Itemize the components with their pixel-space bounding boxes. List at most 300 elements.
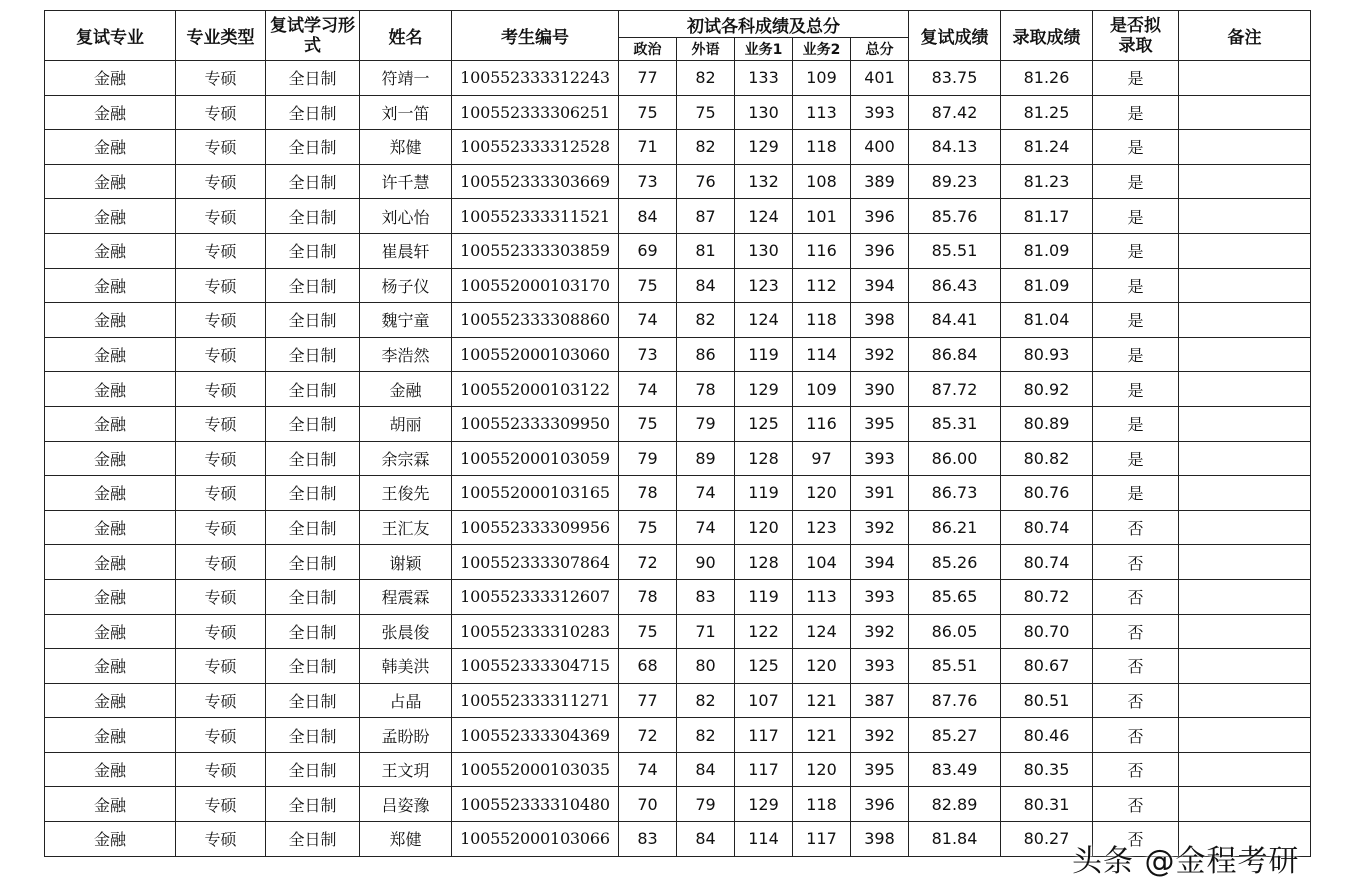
cell-remark (1179, 268, 1311, 303)
cell-politics: 77 (619, 683, 677, 718)
cell-mode: 全日制 (266, 787, 360, 822)
cell-admit-score: 81.17 (1001, 199, 1093, 234)
table-row (45, 752, 1311, 787)
cell-mode: 全日制 (266, 822, 360, 857)
cell-id: 100552333312243 (452, 61, 619, 96)
cell-subject1: 130 (735, 95, 793, 130)
cell-retest: 87.42 (909, 95, 1001, 130)
cell-major: 金融 (45, 406, 176, 441)
cell-admit: 否 (1093, 510, 1179, 545)
table-row (45, 268, 1311, 303)
table-row (45, 683, 1311, 718)
cell-name: 金融 (360, 372, 452, 407)
cell-id: 100552333309950 (452, 406, 619, 441)
cell-politics: 69 (619, 233, 677, 268)
cell-major: 金融 (45, 61, 176, 96)
cell-language: 78 (677, 372, 735, 407)
cell-type: 专硕 (176, 718, 266, 753)
header-mode-text: 复试学习形式 (270, 15, 355, 56)
cell-id: 100552333312528 (452, 130, 619, 165)
cell-subject2: 113 (793, 95, 851, 130)
cell-major: 金融 (45, 268, 176, 303)
table-row (45, 441, 1311, 476)
cell-retest: 86.21 (909, 510, 1001, 545)
cell-subject1: 124 (735, 199, 793, 234)
cell-mode: 全日制 (266, 233, 360, 268)
header-id: 考生编号 (452, 11, 619, 61)
cell-language: 76 (677, 164, 735, 199)
cell-major: 金融 (45, 614, 176, 649)
cell-politics: 75 (619, 406, 677, 441)
cell-admit: 是 (1093, 233, 1179, 268)
cell-mode: 全日制 (266, 130, 360, 165)
cell-subject1: 124 (735, 303, 793, 338)
cell-type: 专硕 (176, 372, 266, 407)
cell-retest: 86.84 (909, 337, 1001, 372)
cell-mode: 全日制 (266, 649, 360, 684)
cell-admit: 否 (1093, 545, 1179, 580)
cell-name: 张晨俊 (360, 614, 452, 649)
cell-subject1: 114 (735, 822, 793, 857)
cell-mode: 全日制 (266, 337, 360, 372)
cell-remark (1179, 61, 1311, 96)
cell-language: 81 (677, 233, 735, 268)
cell-major: 金融 (45, 752, 176, 787)
cell-politics: 83 (619, 822, 677, 857)
cell-id: 100552333311271 (452, 683, 619, 718)
cell-language: 79 (677, 787, 735, 822)
cell-remark (1179, 510, 1311, 545)
cell-major: 金融 (45, 164, 176, 199)
cell-politics: 77 (619, 61, 677, 96)
cell-remark (1179, 233, 1311, 268)
table-row (45, 718, 1311, 753)
cell-admit: 是 (1093, 406, 1179, 441)
cell-subject1: 128 (735, 545, 793, 580)
cell-type: 专硕 (176, 683, 266, 718)
cell-name: 孟盼盼 (360, 718, 452, 753)
cell-id: 100552333309956 (452, 510, 619, 545)
cell-name: 王汇友 (360, 510, 452, 545)
cell-id: 100552333308860 (452, 303, 619, 338)
cell-name: 王俊先 (360, 476, 452, 511)
header-remark: 备注 (1179, 11, 1311, 61)
cell-politics: 72 (619, 545, 677, 580)
cell-politics: 84 (619, 199, 677, 234)
cell-name: 谢颖 (360, 545, 452, 580)
cell-mode: 全日制 (266, 303, 360, 338)
cell-id: 100552333312607 (452, 579, 619, 614)
cell-id: 100552000103170 (452, 268, 619, 303)
cell-subject1: 132 (735, 164, 793, 199)
cell-id: 100552000103060 (452, 337, 619, 372)
cell-admit-score: 80.51 (1001, 683, 1093, 718)
cell-remark (1179, 95, 1311, 130)
cell-type: 专硕 (176, 614, 266, 649)
cell-type: 专硕 (176, 337, 266, 372)
cell-subject2: 117 (793, 822, 851, 857)
cell-id: 100552333304369 (452, 718, 619, 753)
cell-language: 82 (677, 683, 735, 718)
cell-mode: 全日制 (266, 476, 360, 511)
cell-total: 393 (851, 95, 909, 130)
cell-type: 专硕 (176, 822, 266, 857)
cell-mode: 全日制 (266, 683, 360, 718)
header-subject2: 业务2 (793, 38, 851, 61)
cell-major: 金融 (45, 822, 176, 857)
cell-subject1: 119 (735, 476, 793, 511)
cell-subject1: 122 (735, 614, 793, 649)
cell-total: 396 (851, 787, 909, 822)
cell-language: 82 (677, 718, 735, 753)
cell-mode: 全日制 (266, 61, 360, 96)
table-row (45, 510, 1311, 545)
cell-name: 杨子仪 (360, 268, 452, 303)
cell-admit-score: 81.26 (1001, 61, 1093, 96)
cell-total: 391 (851, 476, 909, 511)
cell-major: 金融 (45, 787, 176, 822)
cell-subject2: 112 (793, 268, 851, 303)
cell-admit-score: 80.27 (1001, 822, 1093, 857)
cell-language: 82 (677, 303, 735, 338)
cell-type: 专硕 (176, 95, 266, 130)
cell-mode: 全日制 (266, 579, 360, 614)
cell-subject1: 123 (735, 268, 793, 303)
cell-mode: 全日制 (266, 718, 360, 753)
cell-id: 100552333310283 (452, 614, 619, 649)
header-admit-flag-text: 是否拟录取 (1110, 15, 1162, 56)
cell-subject2: 120 (793, 476, 851, 511)
cell-retest: 85.51 (909, 233, 1001, 268)
cell-admit-score: 81.24 (1001, 130, 1093, 165)
cell-id: 100552333310480 (452, 787, 619, 822)
cell-politics: 78 (619, 476, 677, 511)
cell-admit: 是 (1093, 372, 1179, 407)
cell-retest: 87.72 (909, 372, 1001, 407)
cell-type: 专硕 (176, 164, 266, 199)
cell-mode: 全日制 (266, 268, 360, 303)
table-row (45, 199, 1311, 234)
cell-name: 郑健 (360, 822, 452, 857)
cell-admit: 是 (1093, 95, 1179, 130)
cell-subject1: 125 (735, 406, 793, 441)
header-subject1: 业务1 (735, 38, 793, 61)
cell-type: 专硕 (176, 476, 266, 511)
admission-score-table (44, 10, 1311, 857)
cell-subject1: 125 (735, 649, 793, 684)
table-row (45, 337, 1311, 372)
cell-language: 83 (677, 579, 735, 614)
cell-id: 100552000103165 (452, 476, 619, 511)
cell-type: 专硕 (176, 441, 266, 476)
cell-admit-score: 80.93 (1001, 337, 1093, 372)
cell-language: 86 (677, 337, 735, 372)
cell-admit: 是 (1093, 441, 1179, 476)
table-row (45, 164, 1311, 199)
cell-subject2: 123 (793, 510, 851, 545)
cell-type: 专硕 (176, 303, 266, 338)
cell-id: 100552000103066 (452, 822, 619, 857)
cell-id: 100552000103122 (452, 372, 619, 407)
cell-total: 398 (851, 303, 909, 338)
cell-major: 金融 (45, 545, 176, 580)
cell-language: 84 (677, 822, 735, 857)
cell-subject2: 118 (793, 303, 851, 338)
cell-retest: 89.23 (909, 164, 1001, 199)
cell-subject1: 129 (735, 787, 793, 822)
table-row (45, 233, 1311, 268)
cell-admit-score: 80.76 (1001, 476, 1093, 511)
cell-major: 金融 (45, 303, 176, 338)
cell-admit-score: 81.23 (1001, 164, 1093, 199)
cell-mode: 全日制 (266, 199, 360, 234)
cell-total: 393 (851, 579, 909, 614)
cell-politics: 75 (619, 268, 677, 303)
cell-subject1: 129 (735, 130, 793, 165)
cell-admit: 是 (1093, 268, 1179, 303)
cell-admit-score: 80.70 (1001, 614, 1093, 649)
cell-id: 100552333311521 (452, 199, 619, 234)
cell-politics: 75 (619, 95, 677, 130)
cell-type: 专硕 (176, 406, 266, 441)
cell-major: 金融 (45, 510, 176, 545)
cell-name: 符靖一 (360, 61, 452, 96)
cell-subject2: 116 (793, 406, 851, 441)
cell-total: 392 (851, 510, 909, 545)
cell-subject1: 130 (735, 233, 793, 268)
cell-politics: 73 (619, 164, 677, 199)
cell-admit: 是 (1093, 130, 1179, 165)
cell-subject1: 119 (735, 337, 793, 372)
cell-admit-score: 80.74 (1001, 510, 1093, 545)
cell-admit: 否 (1093, 787, 1179, 822)
header-mode (266, 11, 360, 61)
cell-politics: 68 (619, 649, 677, 684)
cell-language: 71 (677, 614, 735, 649)
cell-remark (1179, 787, 1311, 822)
cell-language: 79 (677, 406, 735, 441)
cell-name: 占晶 (360, 683, 452, 718)
cell-language: 90 (677, 545, 735, 580)
cell-type: 专硕 (176, 61, 266, 96)
cell-name: 魏宁童 (360, 303, 452, 338)
cell-admit-score: 80.35 (1001, 752, 1093, 787)
cell-subject2: 118 (793, 787, 851, 822)
cell-total: 396 (851, 233, 909, 268)
cell-major: 金融 (45, 649, 176, 684)
cell-admit: 否 (1093, 822, 1179, 857)
cell-type: 专硕 (176, 268, 266, 303)
cell-type: 专硕 (176, 130, 266, 165)
cell-mode: 全日制 (266, 164, 360, 199)
cell-admit: 是 (1093, 199, 1179, 234)
cell-name: 吕姿豫 (360, 787, 452, 822)
watermark: 头条 @金程考研 (1072, 844, 1300, 879)
cell-retest: 85.76 (909, 199, 1001, 234)
cell-remark (1179, 441, 1311, 476)
cell-remark (1179, 614, 1311, 649)
header-admit-score: 录取成绩 (1001, 11, 1093, 61)
cell-id: 100552333304715 (452, 649, 619, 684)
cell-politics: 73 (619, 337, 677, 372)
cell-mode: 全日制 (266, 545, 360, 580)
cell-subject2: 121 (793, 683, 851, 718)
cell-admit: 是 (1093, 61, 1179, 96)
cell-admit: 否 (1093, 649, 1179, 684)
cell-subject2: 120 (793, 752, 851, 787)
cell-total: 393 (851, 649, 909, 684)
cell-id: 100552333307864 (452, 545, 619, 580)
cell-type: 专硕 (176, 510, 266, 545)
cell-mode: 全日制 (266, 441, 360, 476)
cell-subject2: 109 (793, 372, 851, 407)
cell-total: 392 (851, 718, 909, 753)
table-row (45, 95, 1311, 130)
header-retest: 复试成绩 (909, 11, 1001, 61)
cell-major: 金融 (45, 441, 176, 476)
cell-id: 100552000103035 (452, 752, 619, 787)
cell-major: 金融 (45, 199, 176, 234)
cell-subject1: 129 (735, 372, 793, 407)
cell-admit-score: 81.09 (1001, 233, 1093, 268)
cell-mode: 全日制 (266, 752, 360, 787)
cell-admit-score: 80.74 (1001, 545, 1093, 580)
cell-remark (1179, 303, 1311, 338)
cell-subject2: 97 (793, 441, 851, 476)
cell-retest: 84.41 (909, 303, 1001, 338)
cell-language: 74 (677, 510, 735, 545)
cell-politics: 72 (619, 718, 677, 753)
cell-name: 许千慧 (360, 164, 452, 199)
cell-admit-score: 80.31 (1001, 787, 1093, 822)
cell-retest: 83.49 (909, 752, 1001, 787)
cell-politics: 74 (619, 372, 677, 407)
cell-retest: 85.31 (909, 406, 1001, 441)
cell-politics: 75 (619, 510, 677, 545)
header-name: 姓名 (360, 11, 452, 61)
cell-mode: 全日制 (266, 614, 360, 649)
table-row (45, 372, 1311, 407)
cell-id: 100552333306251 (452, 95, 619, 130)
table-row (45, 130, 1311, 165)
cell-subject2: 118 (793, 130, 851, 165)
cell-total: 394 (851, 268, 909, 303)
cell-admit-score: 81.09 (1001, 268, 1093, 303)
cell-language: 89 (677, 441, 735, 476)
cell-subject2: 121 (793, 718, 851, 753)
cell-mode: 全日制 (266, 95, 360, 130)
cell-name: 胡丽 (360, 406, 452, 441)
cell-remark (1179, 718, 1311, 753)
cell-politics: 71 (619, 130, 677, 165)
table-row (45, 406, 1311, 441)
table-row (45, 649, 1311, 684)
cell-remark (1179, 372, 1311, 407)
cell-major: 金融 (45, 233, 176, 268)
header-admit-flag (1093, 11, 1179, 61)
cell-language: 84 (677, 268, 735, 303)
cell-retest: 83.75 (909, 61, 1001, 96)
cell-politics: 79 (619, 441, 677, 476)
cell-admit: 否 (1093, 752, 1179, 787)
cell-major: 金融 (45, 476, 176, 511)
table-row (45, 61, 1311, 96)
cell-politics: 74 (619, 752, 677, 787)
cell-total: 400 (851, 130, 909, 165)
table-row (45, 476, 1311, 511)
cell-type: 专硕 (176, 545, 266, 580)
cell-name: 王文玥 (360, 752, 452, 787)
cell-total: 398 (851, 822, 909, 857)
cell-admit-score: 80.89 (1001, 406, 1093, 441)
cell-subject2: 113 (793, 579, 851, 614)
cell-id: 100552000103059 (452, 441, 619, 476)
cell-total: 395 (851, 406, 909, 441)
cell-politics: 70 (619, 787, 677, 822)
cell-total: 392 (851, 614, 909, 649)
cell-mode: 全日制 (266, 510, 360, 545)
cell-total: 401 (851, 61, 909, 96)
cell-admit-score: 80.72 (1001, 579, 1093, 614)
cell-name: 刘一笛 (360, 95, 452, 130)
cell-subject2: 104 (793, 545, 851, 580)
cell-name: 余宗霖 (360, 441, 452, 476)
cell-subject1: 133 (735, 61, 793, 96)
cell-retest: 85.65 (909, 579, 1001, 614)
cell-language: 82 (677, 130, 735, 165)
cell-subject1: 128 (735, 441, 793, 476)
cell-politics: 78 (619, 579, 677, 614)
cell-remark (1179, 579, 1311, 614)
cell-remark (1179, 406, 1311, 441)
cell-type: 专硕 (176, 752, 266, 787)
cell-politics: 75 (619, 614, 677, 649)
cell-retest: 85.26 (909, 545, 1001, 580)
table-row (45, 579, 1311, 614)
cell-name: 郑健 (360, 130, 452, 165)
cell-remark (1179, 130, 1311, 165)
cell-name: 刘心怡 (360, 199, 452, 234)
cell-name: 程震霖 (360, 579, 452, 614)
header-total: 总分 (851, 38, 909, 61)
cell-total: 392 (851, 337, 909, 372)
cell-name: 崔晨轩 (360, 233, 452, 268)
cell-retest: 86.05 (909, 614, 1001, 649)
cell-admit-score: 80.46 (1001, 718, 1093, 753)
cell-major: 金融 (45, 337, 176, 372)
cell-subject1: 117 (735, 752, 793, 787)
cell-remark (1179, 476, 1311, 511)
header-politics: 政治 (619, 38, 677, 61)
header-language: 外语 (677, 38, 735, 61)
cell-retest: 86.43 (909, 268, 1001, 303)
cell-retest: 85.27 (909, 718, 1001, 753)
cell-retest: 87.76 (909, 683, 1001, 718)
cell-type: 专硕 (176, 233, 266, 268)
cell-retest: 85.51 (909, 649, 1001, 684)
cell-admit: 否 (1093, 614, 1179, 649)
cell-retest: 84.13 (909, 130, 1001, 165)
cell-admit: 是 (1093, 164, 1179, 199)
cell-language: 74 (677, 476, 735, 511)
cell-subject2: 108 (793, 164, 851, 199)
cell-admit: 是 (1093, 476, 1179, 511)
cell-major: 金融 (45, 130, 176, 165)
cell-name: 李浩然 (360, 337, 452, 372)
cell-remark (1179, 683, 1311, 718)
cell-remark (1179, 752, 1311, 787)
cell-mode: 全日制 (266, 406, 360, 441)
